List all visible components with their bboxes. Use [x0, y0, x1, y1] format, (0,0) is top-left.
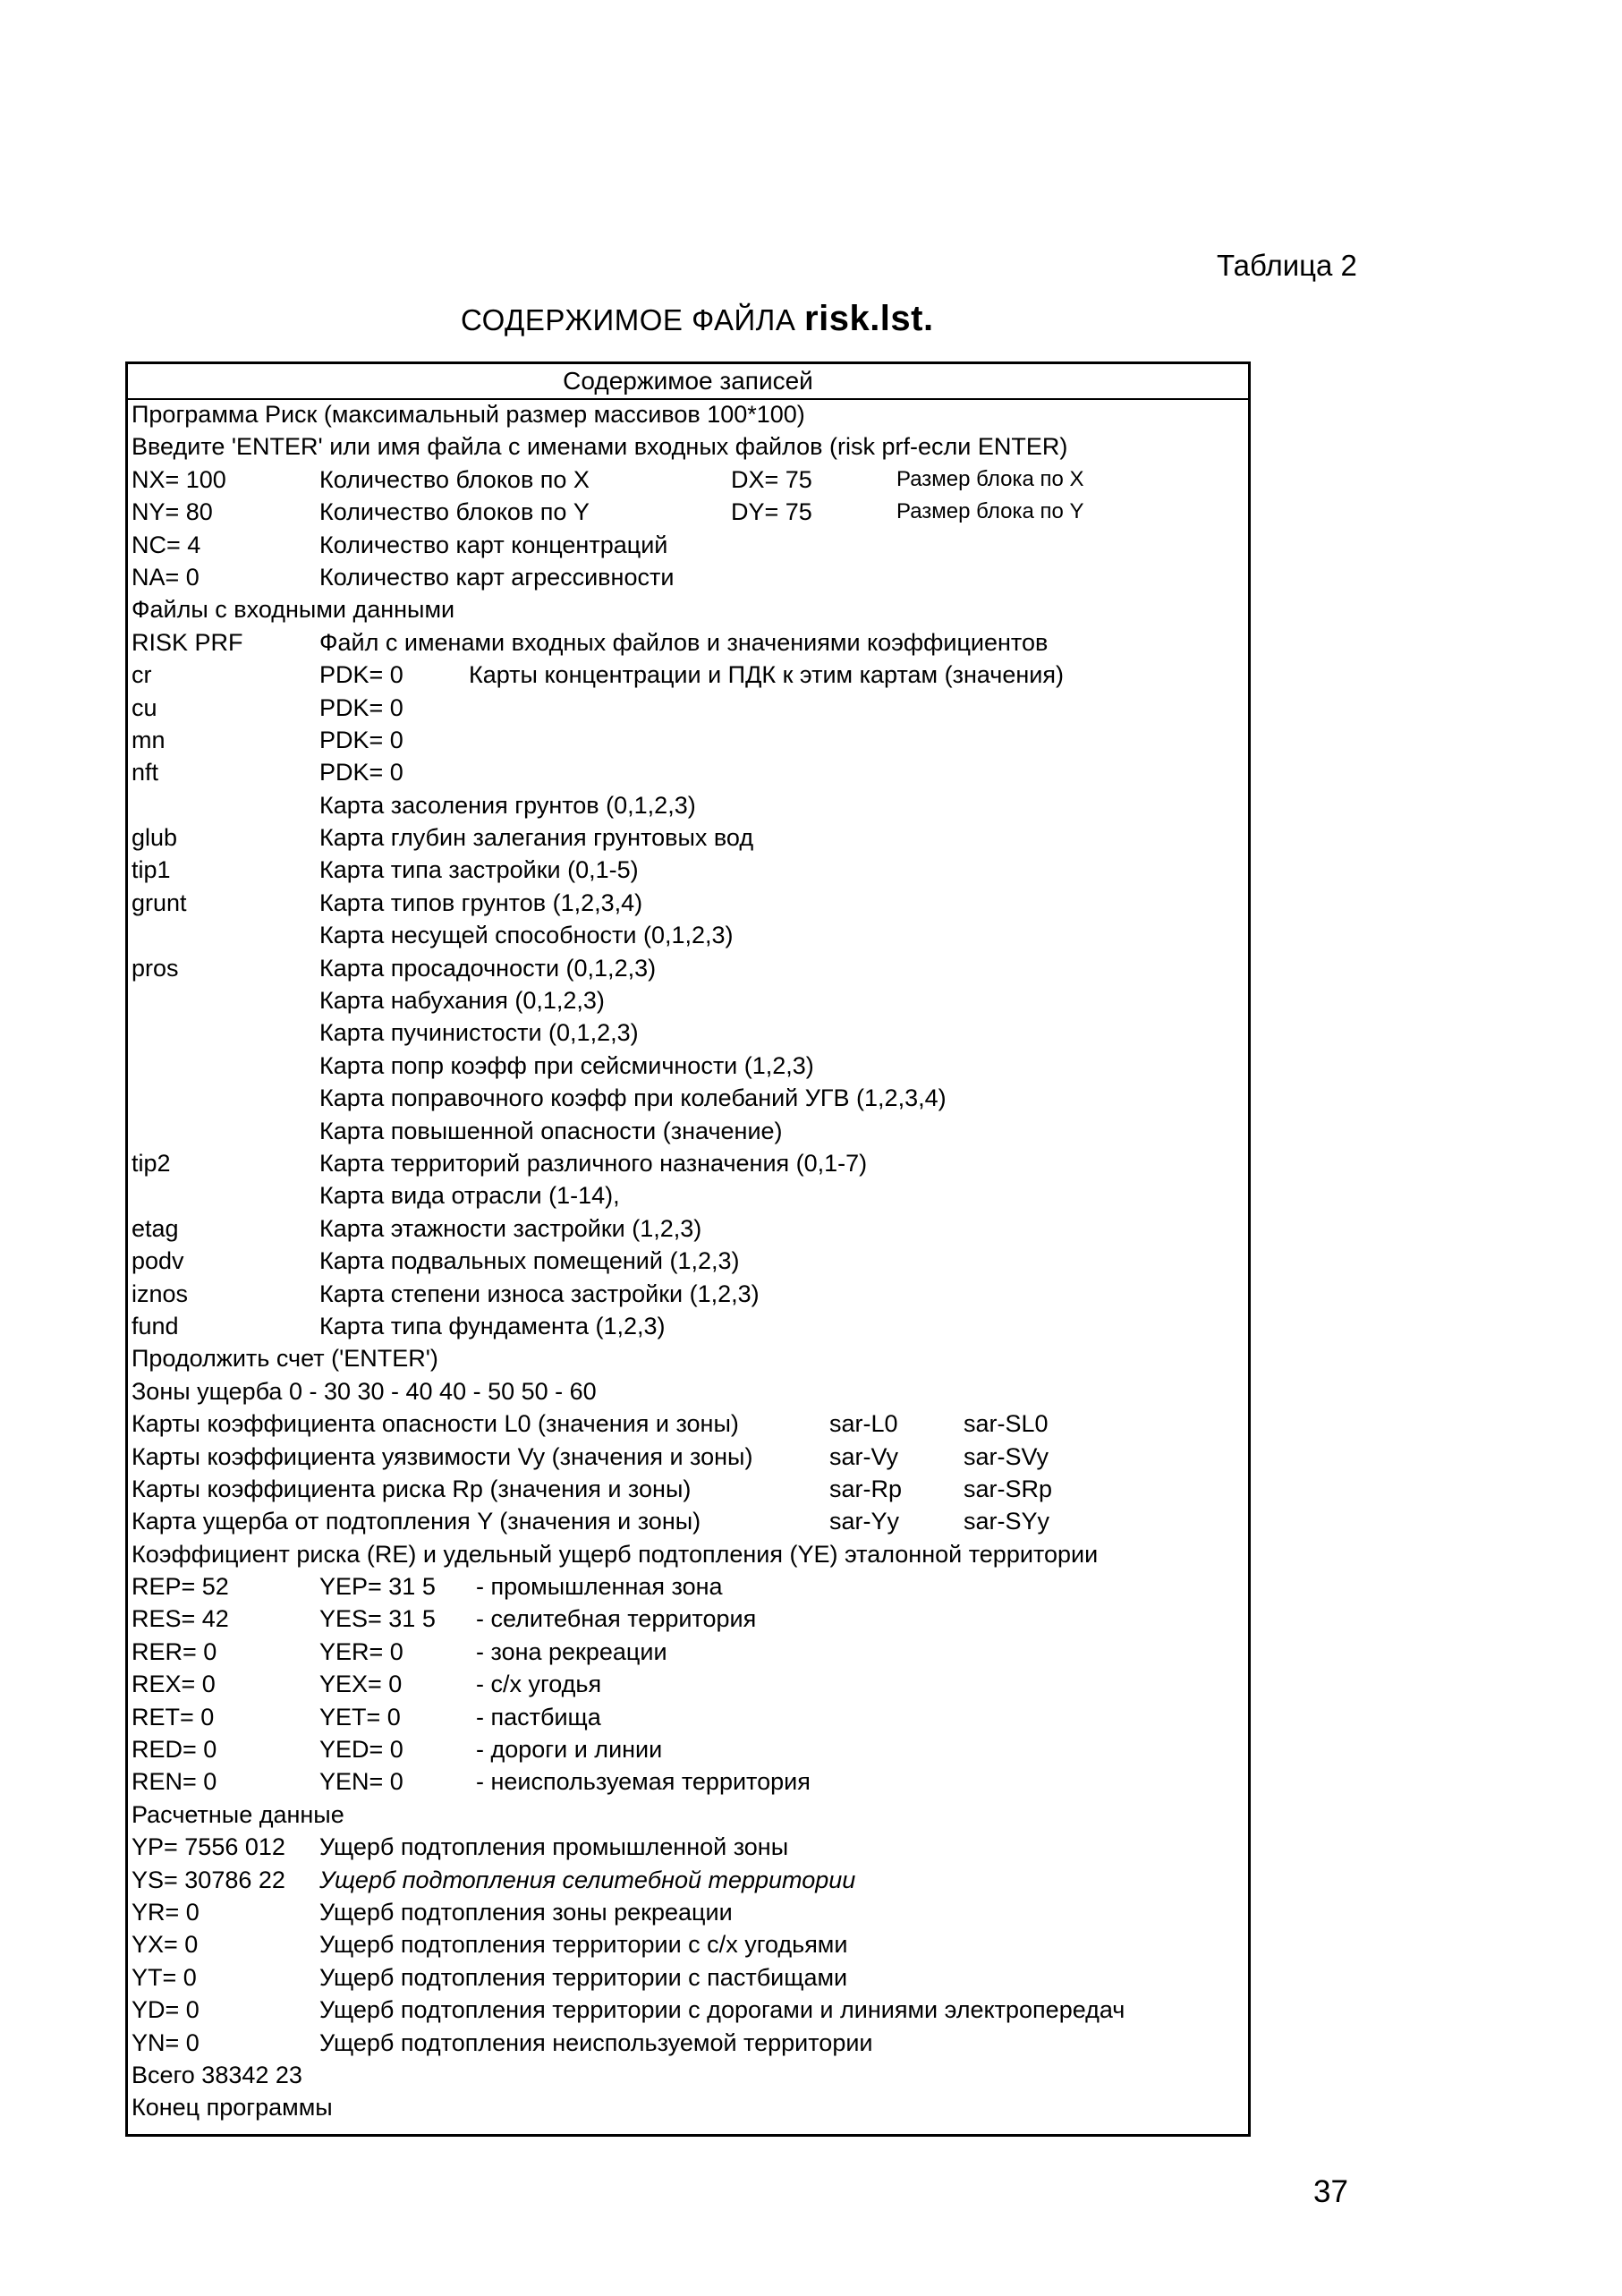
coef-re: RER= 0 [132, 1637, 217, 1665]
file-name: iznos [132, 1280, 189, 1307]
table-row [132, 724, 1248, 756]
title-filename: risk.lst. [804, 299, 934, 338]
table-row [132, 1864, 1248, 1896]
param-desc: Количество блоков по X [319, 465, 590, 493]
coef-re: RET= 0 [132, 1703, 215, 1731]
file-desc: Карта глубин залегания грунтовых вод [319, 824, 754, 852]
param-name: NA= 0 [132, 563, 200, 591]
map-desc: Карта ущерба от подтопления Y (значения и зоны) [132, 1508, 701, 1535]
table-row [132, 1765, 1248, 1798]
file-name: podv [132, 1247, 184, 1275]
table-row [132, 1733, 1248, 1765]
table-row [132, 756, 1248, 788]
table-body [132, 398, 1248, 2124]
coef-re: REN= 0 [132, 1768, 217, 1796]
table-row [132, 593, 1248, 625]
table-row [132, 1701, 1248, 1733]
file-desc: Карта попр коэфф при сейсмичности (1,2,3) [319, 1051, 814, 1079]
file-name: cu [132, 693, 157, 721]
map-file: sar-L0 [829, 1410, 898, 1438]
page-number: 37 [1313, 2174, 1348, 2209]
file-desc: Карта степени износа застройки (1,2,3) [319, 1280, 760, 1307]
file-desc: Карта типа фундамента (1,2,3) [319, 1312, 666, 1339]
file-desc: Карта поправочного коэфф при колебаний УГВ (1,2,3,4) [319, 1084, 947, 1112]
table-row [132, 626, 1248, 659]
file-desc: Карта этажности застройки (1,2,3) [319, 1214, 702, 1242]
page-title [461, 299, 934, 339]
param-desc: Количество карт концентраций [319, 531, 668, 558]
table-header: Содержимое записей [128, 364, 1248, 400]
damage-desc: Ущерб подтопления территории с с/х угодьями [319, 1931, 848, 1959]
table-row [132, 1961, 1248, 1994]
table-row [132, 1147, 1248, 1179]
file-name: grunt [132, 889, 187, 916]
damage-value: YD= 0 [132, 1996, 200, 2024]
zone-desc: - промышленная зона [476, 1573, 723, 1601]
zone-desc: - селитебная территория [476, 1605, 757, 1633]
coef-ye: YEN= 0 [319, 1768, 403, 1796]
param-name: NX= 100 [132, 465, 226, 493]
file-name: nft [132, 759, 159, 787]
param-name: DY= 75 [731, 498, 812, 526]
table-row [132, 1994, 1248, 2026]
line-text: Программа Риск (максимальный размер массивов 100*100) [132, 401, 805, 428]
zone-desc: - зона рекреации [476, 1637, 667, 1665]
map-file: sar-SYy [964, 1508, 1050, 1535]
coef-ye: YER= 0 [319, 1637, 403, 1665]
table-row [132, 919, 1248, 951]
zone-desc: - неиспользуемая территория [476, 1768, 811, 1796]
table-row [132, 1636, 1248, 1668]
map-file: sar-SL0 [964, 1410, 1049, 1438]
table-row [132, 2027, 1248, 2059]
file-name: etag [132, 1214, 179, 1242]
file-desc: Карта типа застройки (0,1-5) [319, 856, 639, 884]
table-row [132, 692, 1248, 724]
table-row [132, 1278, 1248, 1310]
file-name: mn [132, 726, 166, 753]
table-row [132, 1473, 1248, 1505]
coef-ye: YES= 31 5 [319, 1605, 436, 1633]
pdk-value: PDK= 0 [319, 759, 403, 787]
map-file: sar-SRp [964, 1475, 1053, 1502]
title-prefix: СОДЕРЖИМОЕ ФАЙЛА [461, 303, 796, 336]
damage-desc: Ущерб подтопления территории с пастбищами [319, 1963, 848, 1991]
file-name: RISK PRF [132, 628, 243, 656]
damage-value: YR= 0 [132, 1898, 200, 1926]
damage-desc: Ущерб подтопления селитебной территории [319, 1866, 856, 1893]
file-name: fund [132, 1312, 179, 1339]
file-desc: Карта просадочности (0,1,2,3) [319, 954, 657, 982]
table-row [132, 1570, 1248, 1603]
param-desc: Размер блока по Y [896, 499, 1084, 524]
table-row [132, 1505, 1248, 1537]
map-desc: Карты коэффициента уязвимости Vy (значения и зоны) [132, 1442, 753, 1470]
table-row [132, 1016, 1248, 1049]
map-file: sar-Yy [829, 1508, 900, 1535]
table-row [132, 496, 1248, 528]
param-desc: Количество блоков по Y [319, 498, 590, 526]
table-row [132, 1115, 1248, 1147]
table-row [132, 2059, 1248, 2091]
table-row [132, 561, 1248, 593]
coef-ye: YEP= 31 5 [319, 1573, 436, 1601]
pdk-value: PDK= 0 [319, 661, 403, 689]
file-name: pros [132, 954, 179, 982]
line-text: Введите 'ENTER' или имя файла с именами входных файлов (risk prf-если ENTER) [132, 433, 1068, 461]
damage-desc: Ущерб подтопления зоны рекреации [319, 1898, 733, 1926]
coef-re: REX= 0 [132, 1671, 216, 1698]
param-desc: Размер блока по X [896, 466, 1084, 491]
file-desc: Карта засоления грунтов (0,1,2,3) [319, 791, 696, 819]
table-label: Таблица 2 [1217, 249, 1357, 282]
table-row [132, 984, 1248, 1016]
table-row [132, 1375, 1248, 1407]
line-text: Зоны ущерба 0 - 30 30 - 40 40 - 50 50 - 60 [132, 1377, 597, 1405]
line-text: Расчетные данные [132, 1800, 344, 1828]
damage-value: YX= 0 [132, 1931, 199, 1959]
table-row [132, 1310, 1248, 1342]
damage-value: YS= 30786 22 [132, 1866, 285, 1893]
file-desc: Файл с именами входных файлов и значениями коэффициентов [319, 628, 1049, 656]
table-row [132, 1538, 1248, 1570]
damage-value: YT= 0 [132, 1963, 197, 1991]
table-row [132, 463, 1248, 496]
table-row [132, 1441, 1248, 1473]
table-row [132, 529, 1248, 561]
table-row [132, 430, 1248, 463]
table-row [132, 854, 1248, 886]
damage-value: YP= 7556 012 [132, 1833, 285, 1861]
coef-re: RES= 42 [132, 1605, 229, 1633]
table-row [132, 2091, 1248, 2123]
file-desc: Карта несущей способности (0,1,2,3) [319, 922, 734, 949]
file-desc: Карты концентрации и ПДК к этим картам (значения) [469, 661, 1064, 689]
table-row [132, 1603, 1248, 1635]
table-row [132, 1896, 1248, 1928]
file-desc: Карта пучинистости (0,1,2,3) [319, 1019, 639, 1047]
map-desc: Карты коэффициента риска Rp (значения и зоны) [132, 1475, 692, 1502]
table-row [132, 1342, 1248, 1374]
coef-ye: YET= 0 [319, 1703, 401, 1731]
map-file: sar-Rp [829, 1475, 903, 1502]
damage-desc: Ущерб подтопления неиспользуемой территории [319, 2028, 873, 2056]
file-desc: Карта территорий различного назначения (0,1-7) [319, 1149, 868, 1177]
file-desc: Карта набухания (0,1,2,3) [319, 987, 605, 1015]
map-file: sar-Vy [829, 1442, 899, 1470]
file-desc: Карта типов грунтов (1,2,3,4) [319, 889, 643, 916]
table-row [132, 789, 1248, 821]
content-table [125, 361, 1251, 2137]
pdk-value: PDK= 0 [319, 726, 403, 753]
param-name: NY= 80 [132, 498, 213, 526]
damage-desc: Ущерб подтопления территории с дорогами и линиями электропередач [319, 1996, 1125, 2024]
param-name: DX= 75 [731, 465, 812, 493]
table-row [132, 1799, 1248, 1831]
zone-desc: - с/х угодья [476, 1671, 602, 1698]
file-name: cr [132, 661, 152, 689]
table-row [132, 1407, 1248, 1440]
table-row [132, 1082, 1248, 1114]
file-desc: Карта подвальных помещений (1,2,3) [319, 1247, 740, 1275]
file-name: tip1 [132, 856, 171, 884]
file-desc: Карта вида отрасли (1-14), [319, 1182, 620, 1210]
line-text: Продолжить счет ('ENTER') [132, 1345, 438, 1373]
line-text: Коэффициент риска (RE) и удельный ущерб подтопления (YE) эталонной территории [132, 1540, 1099, 1568]
param-name: NC= 4 [132, 531, 201, 558]
table-row [132, 398, 1248, 430]
file-desc: Карта повышенной опасности (значение) [319, 1117, 783, 1144]
table-row [132, 821, 1248, 854]
line-text: Конец программы [132, 2094, 333, 2122]
zone-desc: - пастбища [476, 1703, 601, 1731]
table-row [132, 1245, 1248, 1277]
param-desc: Количество карт агрессивности [319, 563, 675, 591]
table-row [132, 1831, 1248, 1863]
file-name: glub [132, 824, 178, 852]
coef-re: REP= 52 [132, 1573, 229, 1601]
table-row [132, 887, 1248, 919]
table-row [132, 1928, 1248, 1960]
coef-re: RED= 0 [132, 1736, 217, 1764]
table-row [132, 1212, 1248, 1245]
map-file: sar-SVy [964, 1442, 1049, 1470]
total-line: Всего 38342 23 [132, 2061, 302, 2088]
pdk-value: PDK= 0 [319, 693, 403, 721]
table-row [132, 659, 1248, 691]
damage-desc: Ущерб подтопления промышленной зоны [319, 1833, 789, 1861]
file-name: tip2 [132, 1149, 171, 1177]
zone-desc: - дороги и линии [476, 1736, 663, 1764]
damage-value: YN= 0 [132, 2028, 200, 2056]
table-row [132, 1050, 1248, 1082]
table-row [132, 1179, 1248, 1212]
coef-ye: YED= 0 [319, 1736, 403, 1764]
table-row [132, 952, 1248, 984]
line-text: Файлы с входными данными [132, 596, 455, 624]
coef-ye: YEX= 0 [319, 1671, 403, 1698]
table-row [132, 1668, 1248, 1700]
map-desc: Карты коэффициента опасности L0 (значения и зоны) [132, 1410, 739, 1438]
